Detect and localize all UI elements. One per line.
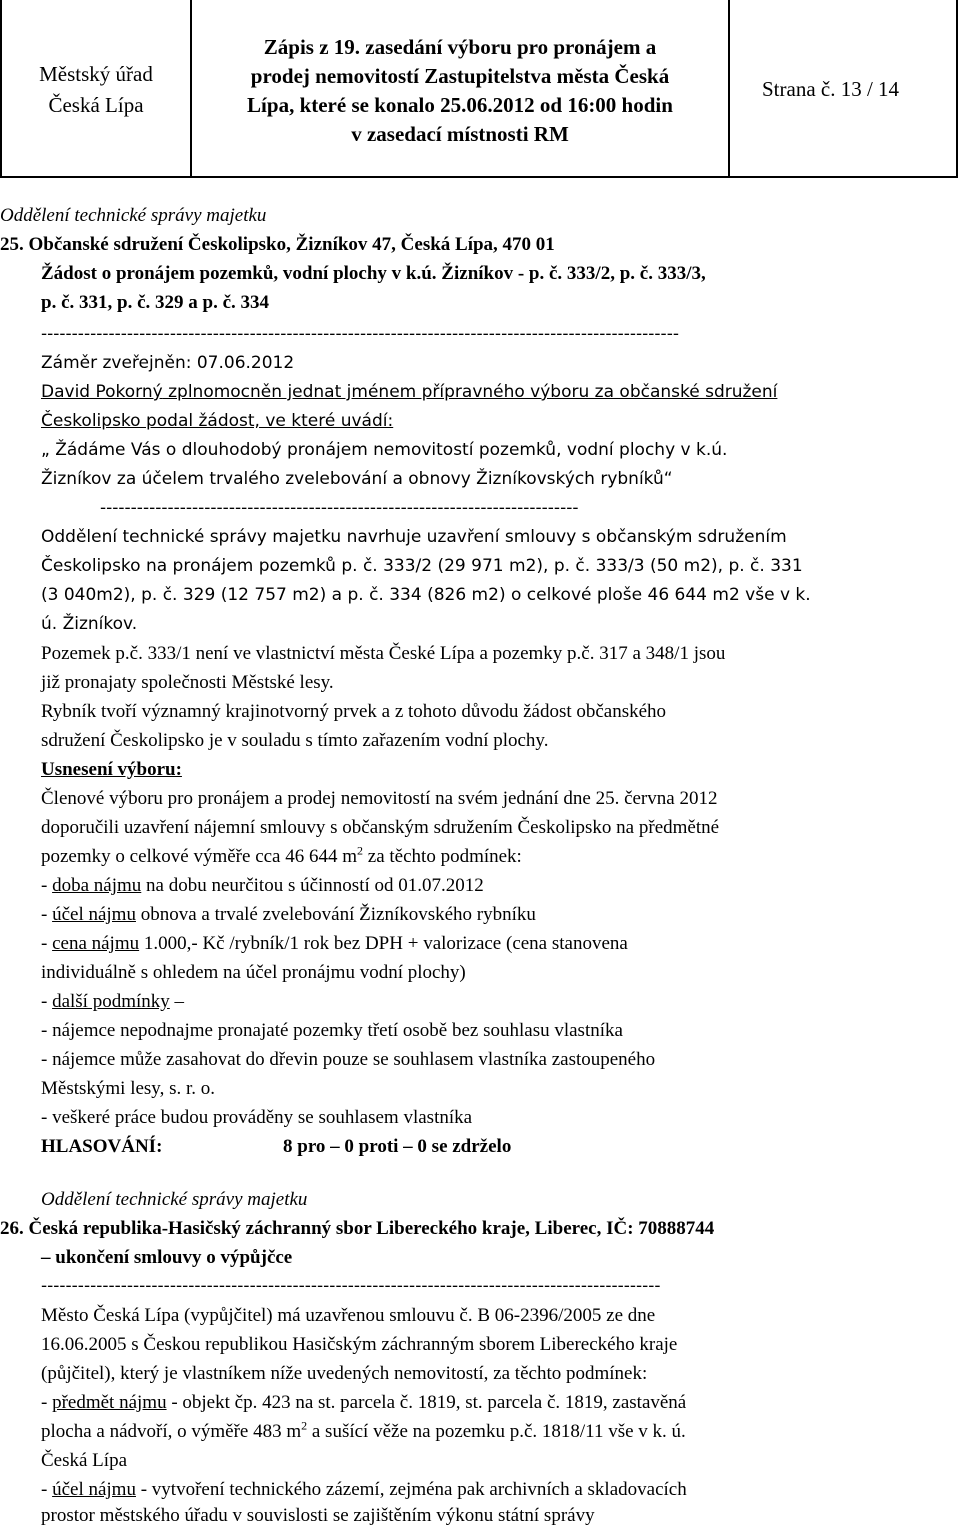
page-header: [0, 0, 958, 178]
other-condition-1: - nájemce nepodnajme pronajaté pozemky třetí osobě bez souhlasu vlastníka: [41, 1020, 623, 1041]
office-city: Česká Lípa: [48, 93, 144, 117]
s25-heading-3: p. č. 331, p. č. 329 a p. č. 334: [41, 292, 269, 313]
proposal-line-4: ú. Žizníkov.: [41, 614, 138, 634]
office-name: Městský úřad: [39, 62, 153, 86]
proposal-line-3: (3 040m2), p. č. 329 (12 757 m2) a p. č. 334 (826 m2) o celkové ploše 46 644 m2 vše v k.: [41, 585, 811, 605]
s26-line-2: 16.06.2005 s Českou republikou Hasičským záchranným sborem Libereckého kraje: [41, 1334, 678, 1355]
other-condition-3: - veškeré práce budou prováděny se souhlasem vlastníka: [41, 1107, 473, 1128]
s26-heading-2: – ukončení smlouvy o výpůjčce: [41, 1247, 293, 1268]
condition-other: - další podmínky –: [41, 991, 185, 1012]
zamer-date: Záměr zveřejněn: 07.06.2012: [41, 353, 295, 373]
request-line-1: David Pokorný zplnomocněn jednat jménem přípravného výboru za občanské sdružení: [41, 382, 778, 402]
separator: -----------------------------------------------------------------------------------------------------: [41, 1276, 661, 1296]
page-number: Strana č. 13 / 14: [762, 77, 900, 101]
s26-subject-3: Česká Lípa: [41, 1450, 128, 1471]
s26-department: Oddělení technické správy majetku: [41, 1189, 308, 1210]
vote-label: HLASOVÁNÍ:: [41, 1136, 163, 1157]
s25-heading-2: Žádost o pronájem pozemků, vodní plochy v k.ú. Žizníkov - p. č. 333/2, p. č. 333/3,: [41, 263, 706, 284]
plot-note-1: Pozemek p.č. 333/1 není ve vlastnictví města České Lípa a pozemky p.č. 317 a 348/1 jsou: [41, 643, 726, 664]
proposal-line-2: Českolipsko na pronájem pozemků p. č. 333/2 (29 971 m2), p. č. 333/3 (50 m2), p. č. 331: [41, 556, 803, 576]
pond-note-2: sdružení Českolipsko je v souladu s tímto zařazením vodní plochy.: [41, 730, 549, 751]
s26-subject: - předmět nájmu - objekt čp. 423 na st. parcela č. 1819, st. parcela č. 1819, zastavěná: [41, 1392, 687, 1413]
s25-heading-1: 25. Občanské sdružení Českolipsko, Žizníkov 47, Česká Lípa, 470 01: [0, 234, 555, 255]
condition-price: - cena nájmu 1.000,- Kč /rybník/1 rok bez DPH + valorizace (cena stanovena: [41, 933, 628, 954]
request-line-2: Českolipsko podal žádost, ve které uvádí:: [41, 411, 394, 431]
condition-price-2: individuálně s ohledem na účel pronájmu vodní plochy): [41, 962, 466, 983]
s26-heading-1: 26. Česká republika-Hasičský záchranný sbor Libereckého kraje, Liberec, IČ: 70888744: [0, 1218, 715, 1239]
pond-note-1: Rybník tvoří významný krajinotvorný prvek a z tohoto důvodu žádost občanského: [41, 701, 667, 722]
request-line-3: „ Žádáme Vás o dlouhodobý pronájem nemovitostí pozemků, vodní plochy v k.ú.: [41, 440, 728, 460]
separator: --------------------------------------------------------------------------------------------------------: [41, 324, 679, 344]
resolution-line-1: Členové výboru pro pronájem a prodej nemovitostí na svém jednání dne 25. června 2012: [41, 788, 718, 809]
s26-subject-2: plocha a nádvoří, o výměře 483 $m^2$ a sušící věže na pozemku p.č. 1818/11 vše v k. ú.: [41, 1418, 686, 1442]
s26-line-1: Město Česká Lípa (vypůjčitel) má uzavřenou smlouvu č. B 06-2396/2005 ze dne: [41, 1305, 656, 1326]
proposal-line-1: Oddělení technické správy majetku navrhuje uzavření smlouvy s občanským sdružením: [41, 527, 787, 547]
resolution-heading: Usnesení výboru:: [41, 759, 182, 780]
resolution-line-3: pozemky o celkové výměře cca 46 644 $m^2$ za těchto podmínek:: [41, 843, 522, 867]
s25-department: Oddělení technické správy majetku: [0, 205, 267, 226]
title-line-4: v zasedací místnosti RM: [351, 122, 569, 146]
resolution-line-2: doporučili uzavření nájemní smlouvy s občanským sdružením Českolipsko na předmětné: [41, 817, 720, 838]
plot-note-2: již pronajaty společnosti Městské lesy.: [41, 672, 334, 693]
s26-purpose: - účel nájmu - vytvoření technického zázemí, zejména pak archivních a skladovacích: [41, 1479, 687, 1500]
request-line-4: Žizníkov za účelem trvalého zvelebování a obnovy Žizníkovských rybníků“: [41, 469, 673, 489]
separator: ------------------------------------------------------------------------------: [100, 498, 579, 518]
s26-line-3: (půjčitel), který je vlastníkem níže uvedených nemovitostí, za těchto podmínek:: [41, 1363, 648, 1384]
other-condition-2: - nájemce může zasahovat do dřevin pouze se souhlasem vlastníka zastoupeného: [41, 1049, 656, 1070]
other-condition-2b: Městskými lesy, s. r. o.: [41, 1078, 215, 1099]
title-line-2: prodej nemovitostí Zastupitelstva města Česká: [250, 64, 670, 88]
title-line-1: Zápis z 19. zasedání výboru pro pronájem a: [263, 35, 657, 59]
condition-purpose: - účel nájmu obnova a trvalé zvelebování Žizníkovského rybníku: [41, 904, 536, 925]
title-cell: [190, 0, 730, 176]
s26-purpose-2: prostor městského úřadu v souvislosti se zajištěním výkonu státní správy: [41, 1505, 595, 1526]
office-cell: [2, 0, 192, 176]
vote-result: 8 pro – 0 proti – 0 se zdrželo: [283, 1136, 512, 1157]
condition-duration: - doba nájmu na dobu neurčitou s účinností od 01.07.2012: [41, 875, 484, 896]
title-line-3: Lípa, které se konalo 25.06.2012 od 16:00 hodin: [247, 93, 673, 117]
